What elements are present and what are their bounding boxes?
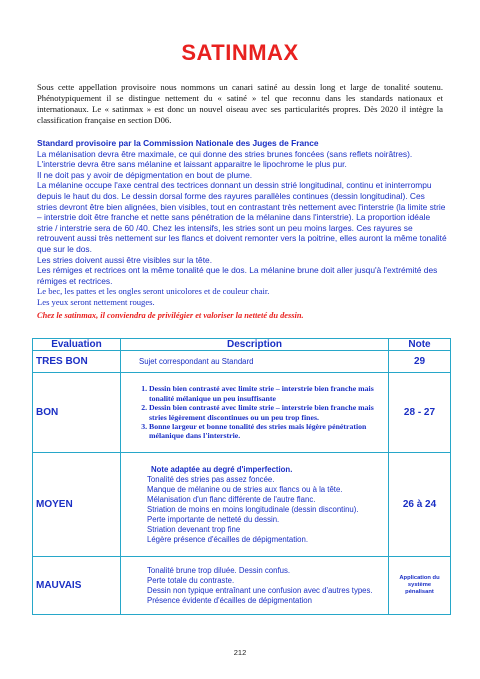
header-note: Note — [389, 339, 451, 351]
standard-heading: Standard provisoire par la Commission Nationale des Juges de France — [37, 138, 319, 148]
note-cell: Application du système pénalisant — [389, 557, 451, 615]
standard-paragraph: La mélanisation devra être maximale, ce qui donne des stries brunes foncées (sans reflets noirâtres). L'interstrie devra être sans mélanine et laissant apparaitre le lipochrome le plus pur. — [37, 148, 413, 170]
description-cell — [121, 557, 389, 615]
list-item: 3. Bonne largeur et bonne tonalité des stries mais légère pénétration mélanique dans l'interstrie. — [149, 422, 388, 441]
table-row — [33, 351, 451, 373]
description-line: Tonalité des stries pas assez foncée. — [147, 474, 275, 484]
description-line: Tonalité brune trop diluée. Dessin confus. — [147, 565, 291, 575]
standard-section — [37, 138, 447, 321]
description-line: Perte importante de netteté du dessin. — [147, 514, 280, 524]
evaluation-table — [32, 338, 451, 615]
list-item: 2. Dessin bien contrasté avec limite strie – interstrie bien franche mais stries légèrement discontinues ou un peu trop fines. — [149, 403, 388, 422]
header-evaluation: Evaluation — [33, 339, 121, 351]
standard-serif-line: Le bec, les pattes et les ongles seront unicolores et de couleur chair. — [37, 286, 270, 297]
standard-note: Chez le satinmax, il conviendra de privilégier et valoriser la netteté du dessin. — [37, 310, 304, 320]
intro-paragraph: Sous cette appellation provisoire nous nommons un canari satiné au dessin long et large de tonalité soutenu. Phénotypiquement il se distingue nettement du « satiné » tel que reconnu dans les standards nationaux et internationaux. Le « satinmax » est donc un nouvel oiseau avec ses particularités propres. Dès 2020 il intègre la classification française en section D06. — [37, 82, 443, 125]
description-cell — [121, 373, 389, 453]
standard-paragraph: Les rémiges et rectrices ont la même tonalité que le dos. La mélanine brune doit aller jusqu'à l'extrémité des rémiges et rectrices. — [37, 265, 438, 286]
description-heading: Note adaptée au degré d'imperfection. — [151, 464, 293, 474]
table-row — [33, 557, 451, 615]
table-row — [33, 453, 451, 557]
evaluation-cell: MAUVAIS — [33, 557, 121, 615]
standard-paragraph: Les stries doivent aussi être visibles sur la tête. — [37, 254, 213, 265]
description-line: Manque de mélanine ou de stries aux flancs ou à la tête. — [147, 484, 343, 494]
list-item: 1. Dessin bien contrasté avec limite strie – interstrie bien franche mais tonalité mélanique un peu insuffisante — [149, 384, 388, 403]
page-title: SATINMAX — [181, 40, 299, 65]
header-description: Description — [121, 339, 389, 351]
table-header-row — [33, 339, 451, 351]
evaluation-cell: TRES BON — [33, 351, 121, 373]
description-line: Mélanisation d'un flanc différente de l'autre flanc. — [147, 494, 316, 504]
page-number: 212 — [233, 648, 247, 657]
standard-paragraph: Il ne doit pas y avoir de dépigmentation en bout de plume. — [37, 169, 253, 180]
description-line: Légère présence d'écailles de dépigmentation. — [147, 534, 309, 544]
evaluation-cell: BON — [33, 373, 121, 453]
description-line: Présence évidente d'écailles de dépigmentation — [147, 595, 312, 605]
description-line: Striation devenant trop fine — [147, 524, 241, 534]
standard-serif-line: Les yeux seront nettement rouges. — [37, 296, 155, 307]
description-cell — [121, 453, 389, 557]
evaluation-cell: MOYEN — [33, 453, 121, 557]
description-line: Dessin non typique entraînant une confusion avec d'autres types. — [147, 585, 373, 595]
description-list — [121, 384, 388, 440]
description-cell — [121, 351, 389, 373]
note-cell: 29 — [389, 351, 451, 373]
note-cell: 28 - 27 — [389, 373, 451, 453]
standard-paragraph: La mélanine occupe l'axe central des tectrices donnant un dessin strié longitudinal, continu et ininterrompu depuis le haut du dos. Le dessin dorsal forme des rayures parallèles continues (dessin longitudinal). Ces stries devront être bien alignées, bien visibles, tout en contrastant très nettement avec l'interstrie (la limite strie – interstrie doit être franche et nette sans pénétration de la mélanine dans l'interstrie). La proportion idéale strie / interstrie sera de 60 /40. Chez les intensifs, les stries sont un peu moins larges. Ces rayures se retrouvent aussi très nettement sur les flancs et doivent remonter vers la poitrine, elles auront la même tonalité que sur le dos. — [37, 180, 447, 254]
description-line: Perte totale du contraste. — [147, 575, 235, 585]
description-line: Striation de moins en moins longitudinale (dessin discontinu). — [147, 504, 359, 514]
description-line: Sujet correspondant au Standard — [139, 356, 254, 366]
table-row — [33, 373, 451, 453]
note-cell: 26 à 24 — [389, 453, 451, 557]
